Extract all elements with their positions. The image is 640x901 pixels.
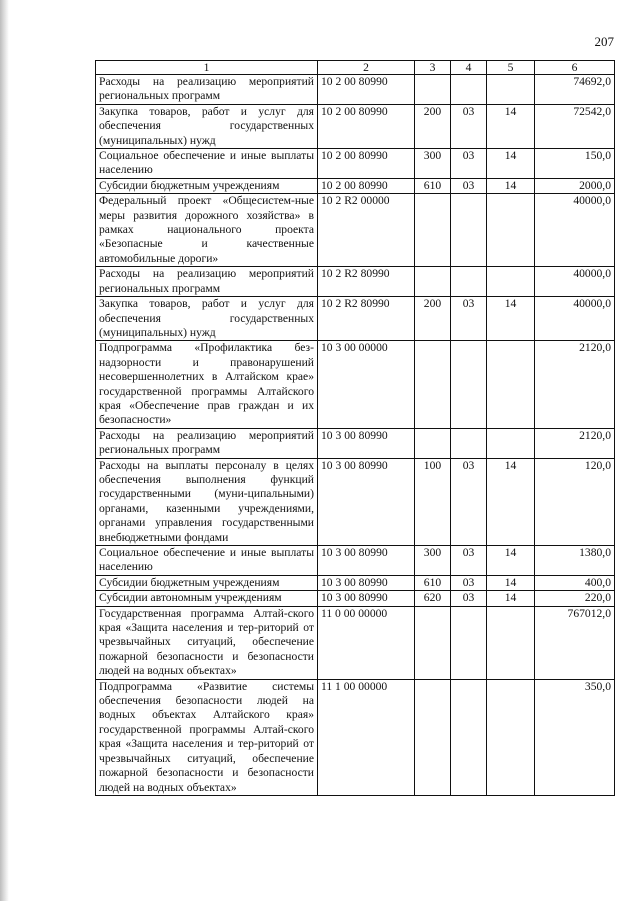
table-row <box>96 75 615 105</box>
row-expense-type-cell: 620 <box>415 591 451 606</box>
row-subsection-cell: 14 <box>487 591 535 606</box>
header-col-1: 1 <box>96 61 318 75</box>
table-row <box>96 267 615 297</box>
row-subsection-cell: 14 <box>487 546 535 576</box>
page-number: 207 <box>594 34 614 49</box>
row-code-cell: 10 3 00 80990 <box>318 591 415 606</box>
row-name-cell: Субсидии автономным учреждениям <box>96 591 318 606</box>
row-name-cell: Подпрограмма «Развитие системы обеспечения безопасности людей на водных объектах Алтайского края» государственной программы Алтай-ского края «Защита населения и тер-риторий от чрезвычайных ситуаций, обеспечение пожарной безопасности и безопасности людей на водных объектах» <box>96 679 318 795</box>
row-name-cell: Расходы на реализацию мероприятий региональных программ <box>96 428 318 458</box>
table-row <box>96 458 615 545</box>
row-section-cell: 03 <box>451 178 487 193</box>
row-code-cell: 10 2 00 80990 <box>318 104 415 148</box>
row-expense-type-cell: 300 <box>415 546 451 576</box>
row-code-cell: 10 2 R2 00000 <box>318 194 415 267</box>
row-name-cell: Расходы на реализацию мероприятий региональных программ <box>96 75 318 105</box>
row-expense-type-cell: 300 <box>415 149 451 179</box>
row-section-cell <box>451 194 487 267</box>
row-expense-type-cell <box>415 679 451 795</box>
row-code-cell: 10 3 00 80990 <box>318 458 415 545</box>
table-row <box>96 341 615 428</box>
row-subsection-cell <box>487 606 535 679</box>
table-row <box>96 591 615 606</box>
row-amount-cell: 350,0 <box>535 679 615 795</box>
row-subsection-cell: 14 <box>487 458 535 545</box>
row-name-cell: Расходы на выплаты персоналу в целях обеспечения выполнения функций государственными (муни-ципальными) органами, казенными учреждениями, органами управления государственными внебюджетными фондами <box>96 458 318 545</box>
row-code-cell: 10 2 00 80990 <box>318 178 415 193</box>
scan-edge-shadow <box>0 0 9 901</box>
row-subsection-cell: 14 <box>487 149 535 179</box>
row-name-cell: Закупка товаров, работ и услуг для обеспечения государственных (муниципальных) нужд <box>96 297 318 341</box>
row-expense-type-cell: 610 <box>415 575 451 590</box>
row-section-cell: 03 <box>451 546 487 576</box>
row-amount-cell: 150,0 <box>535 149 615 179</box>
row-section-cell: 03 <box>451 149 487 179</box>
row-subsection-cell <box>487 75 535 105</box>
row-name-cell: Расходы на реализацию мероприятий региональных программ <box>96 267 318 297</box>
table-row <box>96 178 615 193</box>
row-expense-type-cell: 200 <box>415 297 451 341</box>
row-expense-type-cell <box>415 267 451 297</box>
row-expense-type-cell: 610 <box>415 178 451 193</box>
row-section-cell <box>451 75 487 105</box>
row-amount-cell: 40000,0 <box>535 297 615 341</box>
row-name-cell: Субсидии бюджетным учреждениям <box>96 575 318 590</box>
row-subsection-cell: 14 <box>487 178 535 193</box>
row-name-cell: Государственная программа Алтай-ского края «Защита населения и тер-риторий от чрезвычайных ситуаций, обеспечение пожарной безопасности и безопасности людей на водных объектах» <box>96 606 318 679</box>
row-name-cell: Социальное обеспечение и иные выплаты населению <box>96 149 318 179</box>
header-col-4: 4 <box>451 61 487 75</box>
row-section-cell <box>451 341 487 428</box>
header-col-3: 3 <box>415 61 451 75</box>
budget-table <box>95 60 615 796</box>
row-expense-type-cell <box>415 606 451 679</box>
table-row <box>96 606 615 679</box>
row-expense-type-cell <box>415 194 451 267</box>
row-code-cell: 11 0 00 00000 <box>318 606 415 679</box>
row-subsection-cell <box>487 428 535 458</box>
table-row <box>96 297 615 341</box>
header-col-2: 2 <box>318 61 415 75</box>
table-row <box>96 194 615 267</box>
row-amount-cell: 767012,0 <box>535 606 615 679</box>
row-name-cell: Закупка товаров, работ и услуг для обеспечения государственных (муниципальных) нужд <box>96 104 318 148</box>
table-row <box>96 428 615 458</box>
row-subsection-cell: 14 <box>487 575 535 590</box>
row-amount-cell: 72542,0 <box>535 104 615 148</box>
row-code-cell: 10 2 00 80990 <box>318 149 415 179</box>
table-row <box>96 149 615 179</box>
row-amount-cell: 120,0 <box>535 458 615 545</box>
row-amount-cell: 2000,0 <box>535 178 615 193</box>
table-row <box>96 679 615 795</box>
row-section-cell <box>451 679 487 795</box>
row-expense-type-cell <box>415 341 451 428</box>
row-amount-cell: 74692,0 <box>535 75 615 105</box>
table-row <box>96 575 615 590</box>
row-subsection-cell <box>487 267 535 297</box>
row-name-cell: Федеральный проект «Общесистем-ные меры развития дорожного хозяйства» в рамках национального проекта «Безопасные и качественные автомобильные дороги» <box>96 194 318 267</box>
row-name-cell: Социальное обеспечение и иные выплаты населению <box>96 546 318 576</box>
row-amount-cell: 400,0 <box>535 575 615 590</box>
row-code-cell: 10 3 00 80990 <box>318 546 415 576</box>
row-amount-cell: 40000,0 <box>535 267 615 297</box>
header-col-6: 6 <box>535 61 615 75</box>
row-section-cell <box>451 606 487 679</box>
row-section-cell <box>451 267 487 297</box>
table-header-row <box>96 61 615 75</box>
row-section-cell: 03 <box>451 575 487 590</box>
row-name-cell: Субсидии бюджетным учреждениям <box>96 178 318 193</box>
row-code-cell: 10 3 00 80990 <box>318 575 415 590</box>
row-code-cell: 10 3 00 00000 <box>318 341 415 428</box>
row-section-cell: 03 <box>451 458 487 545</box>
row-code-cell: 10 2 00 80990 <box>318 75 415 105</box>
table-row <box>96 104 615 148</box>
row-amount-cell: 2120,0 <box>535 341 615 428</box>
row-expense-type-cell <box>415 75 451 105</box>
row-subsection-cell <box>487 679 535 795</box>
row-expense-type-cell: 100 <box>415 458 451 545</box>
row-subsection-cell <box>487 341 535 428</box>
row-expense-type-cell <box>415 428 451 458</box>
row-name-cell: Подпрограмма «Профилактика без-надзорности и правонарушений несовершеннолетних в Алтайском крае» государственной программы Алтайского края «Обеспечение прав граждан и их безопасности» <box>96 341 318 428</box>
row-amount-cell: 2120,0 <box>535 428 615 458</box>
row-subsection-cell: 14 <box>487 297 535 341</box>
header-col-5: 5 <box>487 61 535 75</box>
table-row <box>96 546 615 576</box>
row-expense-type-cell: 200 <box>415 104 451 148</box>
row-amount-cell: 40000,0 <box>535 194 615 267</box>
row-amount-cell: 1380,0 <box>535 546 615 576</box>
row-subsection-cell: 14 <box>487 104 535 148</box>
row-section-cell: 03 <box>451 297 487 341</box>
row-code-cell: 11 1 00 00000 <box>318 679 415 795</box>
row-section-cell: 03 <box>451 591 487 606</box>
row-amount-cell: 220,0 <box>535 591 615 606</box>
row-code-cell: 10 3 00 80990 <box>318 428 415 458</box>
row-section-cell <box>451 428 487 458</box>
row-code-cell: 10 2 R2 80990 <box>318 297 415 341</box>
row-code-cell: 10 2 R2 80990 <box>318 267 415 297</box>
row-subsection-cell <box>487 194 535 267</box>
row-section-cell: 03 <box>451 104 487 148</box>
